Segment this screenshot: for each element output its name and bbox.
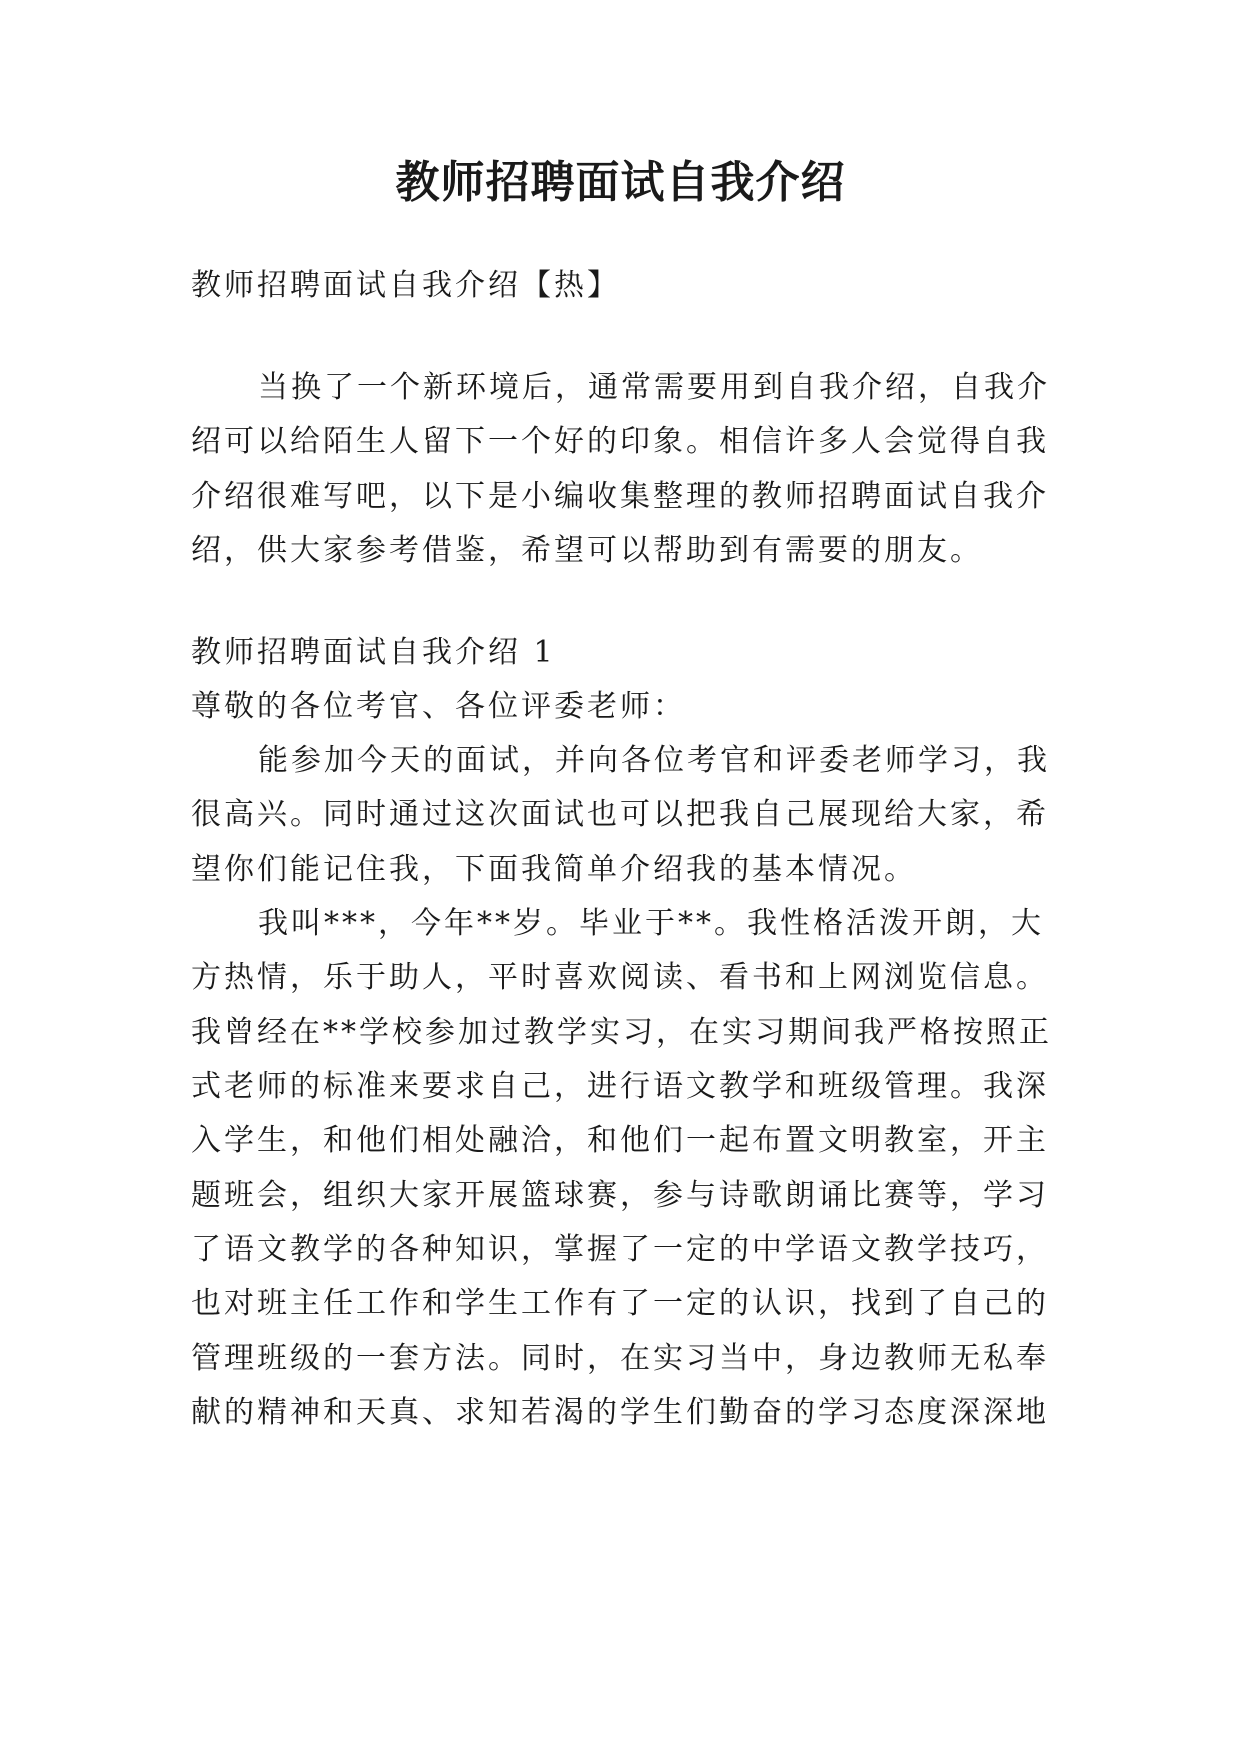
- para2-line-2: 方热情，乐于助人，平时喜欢阅读、看书和上网浏览信息。: [191, 960, 1049, 995]
- document-subtitle: 教师招聘面试自我介绍【热】: [191, 268, 620, 303]
- para2-line-6: 题班会，组织大家开展篮球赛，参与诗歌朗诵比赛等，学习: [191, 1178, 1049, 1213]
- intro-line-3: 介绍很难写吧，以下是小编收集整理的教师招聘面试自我介: [191, 479, 1049, 514]
- para2-line-4: 式老师的标准来要求自己，进行语文教学和班级管理。我深: [191, 1069, 1049, 1104]
- para2-line-10: 献的精神和天真、求知若渴的学生们勤奋的学习态度深深地: [191, 1395, 1049, 1430]
- para2-line-1: 我叫***，今年**岁。毕业于**。我性格活泼开朗，大: [258, 906, 1044, 941]
- salutation: 尊敬的各位考官、各位评委老师：: [191, 689, 686, 724]
- para1-line-1: 能参加今天的面试，并向各位考官和评委老师学习，我: [258, 743, 1050, 778]
- para2-line-5: 入学生，和他们相处融洽，和他们一起布置文明教室，开主: [191, 1123, 1049, 1158]
- para1-line-3: 望你们能记住我，下面我简单介绍我的基本情况。: [191, 852, 917, 887]
- para1-line-2: 很高兴。同时通过这次面试也可以把我自己展现给大家，希: [191, 797, 1049, 832]
- document-title: 教师招聘面试自我介绍: [395, 157, 846, 208]
- intro-line-1: 当换了一个新环境后，通常需要用到自我介绍，自我介: [258, 370, 1050, 405]
- para2-line-7: 了语文教学的各种知识，掌握了一定的中学语文教学技巧，: [191, 1232, 1049, 1267]
- intro-line-4: 绍，供大家参考借鉴，希望可以帮助到有需要的朋友。: [191, 533, 983, 568]
- section-heading: 教师招聘面试自我介绍 1: [191, 635, 556, 670]
- para2-line-9: 管理班级的一套方法。同时，在实习当中，身边教师无私奉: [191, 1341, 1049, 1376]
- para2-line-8: 也对班主任工作和学生工作有了一定的认识，找到了自己的: [191, 1286, 1049, 1321]
- para2-line-3: 我曾经在**学校参加过教学实习，在实习期间我严格按照正: [191, 1015, 1052, 1050]
- intro-line-2: 绍可以给陌生人留下一个好的印象。相信许多人会觉得自我: [191, 424, 1049, 459]
